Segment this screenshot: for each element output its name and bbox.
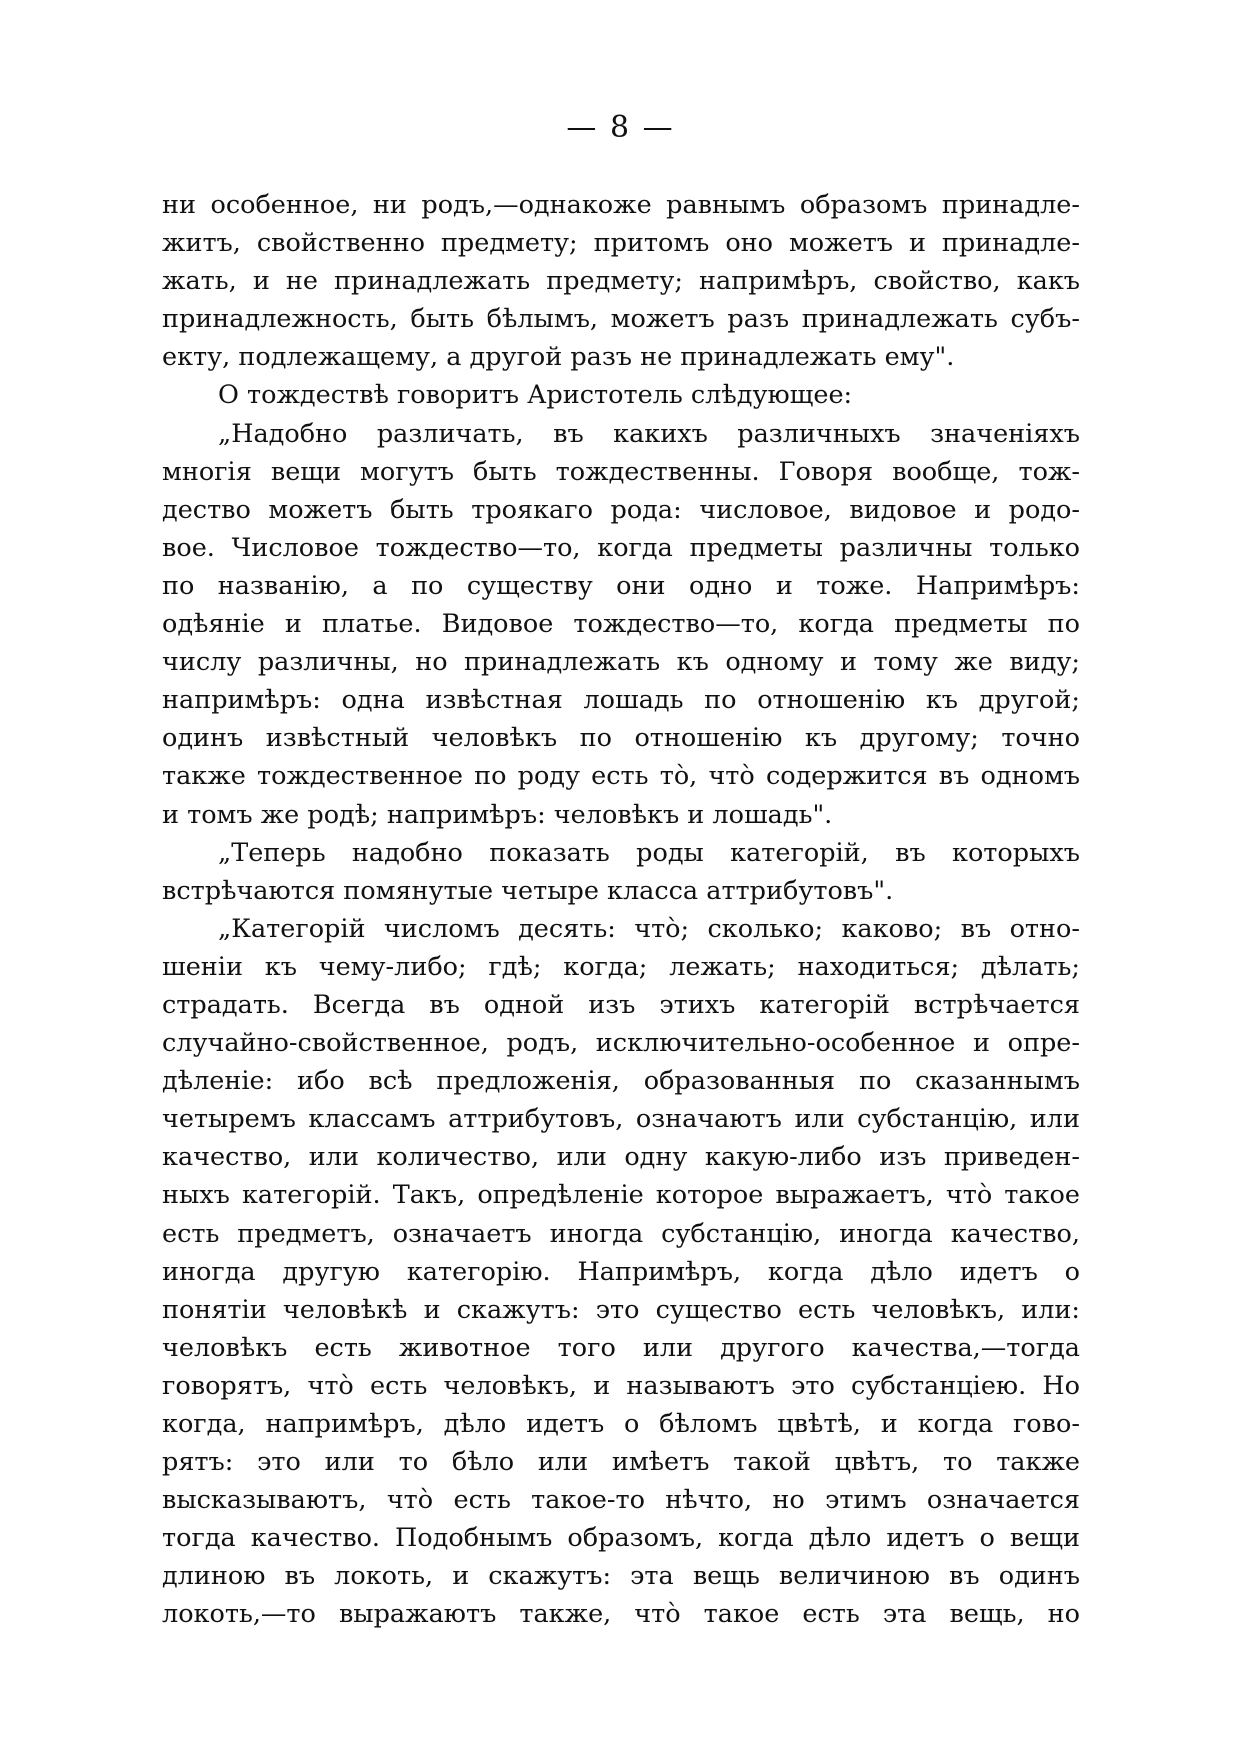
text-line: „Категорій числомъ десять: чтò; сколько; каково; въ отно- — [218, 913, 1080, 944]
text-line: О тождествѣ говоритъ Аристотель слѣдующее: — [218, 380, 853, 411]
text-line: житъ, свойственно предмету; притомъ оно можетъ и принадле- — [162, 228, 1080, 259]
text-line: встрѣчаются помянутые четыре класса аттрибутовъ". — [162, 875, 894, 906]
text-line: ныхъ категорій. Такъ, опредѣленіе которое выражаетъ, чтò такое — [162, 1180, 1080, 1211]
text-line: говорятъ, чтò есть человѣкъ, и называютъ это субстанціею. Но — [162, 1370, 1080, 1401]
text-line: рятъ: это или то бѣло или имѣетъ такой цвѣтъ, то также — [162, 1447, 1080, 1478]
text-line: дество можетъ быть трoякаго рода: числовое, видовое и родо- — [162, 494, 1080, 525]
text-line: понятіи человѣкѣ и скажутъ: это существо есть человѣкъ, или: — [162, 1294, 1080, 1325]
text-line: числу различны, но принадлежать къ одному и тому же виду; — [162, 647, 1080, 678]
text-line: высказываютъ, чтò есть такое-то нѣчто, но этимъ означается — [162, 1485, 1080, 1516]
text-line: есть предметъ, означаетъ иногда субстанцію, иногда качество, — [162, 1218, 1080, 1249]
text-line: „Надобно различать, въ какихъ различныхъ значеніяхъ — [218, 418, 1080, 449]
page-number: — 8 — — [566, 110, 675, 145]
text-line: страдать. Всегда въ одной изъ этихъ категорій встрѣчается — [162, 989, 1080, 1020]
text-line: иногда другую категорію. Напримѣръ, когда дѣло идетъ о — [162, 1256, 1080, 1287]
text-line: одѣяніе и платье. Видовое тождество—то, когда предметы по — [162, 609, 1080, 640]
text-line: вое. Числовое тождество—то, когда предметы различны только — [162, 532, 1080, 563]
text-line: жать, и не принадлежать предмету; напримѣръ, свойство, какъ — [162, 266, 1080, 297]
text-line: дѣленіе: ибо всѣ предложенія, образованныя по сказаннымъ — [162, 1066, 1080, 1097]
text-line: когда, напримѣръ, дѣло идетъ о бѣломъ цвѣтѣ, и когда гово- — [162, 1409, 1080, 1439]
body-text — [162, 186, 1080, 1634]
text-line: ни особенное, ни родъ,—однакоже равнымъ образомъ принадле- — [162, 190, 1080, 220]
text-line: „Теперь надобно показать роды категорій, въ которыхъ — [218, 837, 1080, 868]
text-line: четыремъ классамъ аттрибутовъ, означаютъ или субстанцію, или — [162, 1104, 1080, 1135]
text-line: принадлежность, быть бѣлымъ, можетъ разъ принадлежать субъ- — [162, 304, 1080, 335]
text-line: по названію, а по существу они одно и тоже. Напримѣръ: — [162, 570, 1080, 601]
text-line: длиною въ локоть, и скажутъ: эта вещь величиною въ одинъ — [162, 1561, 1080, 1592]
text-line: тогда качество. Подобнымъ образомъ, когда дѣло идетъ о вещи — [162, 1523, 1080, 1554]
text-line: человѣкъ есть животное того или другого качества,—тогда — [162, 1332, 1080, 1363]
text-line: локоть,—то выражаютъ также, чтò такое есть эта вещь, но — [162, 1599, 1080, 1630]
text-line: многія вещи могутъ быть тождественны. Говоря вообще, тож- — [162, 456, 1080, 487]
text-line: шеніи къ чему-либо; гдѣ; когда; лежать; находиться; дѣлать; — [162, 951, 1080, 982]
text-line: качество, или количество, или одну какую-либо изъ приведен- — [162, 1142, 1080, 1173]
text-line: случайно-свойственное, родъ, исключительно-особенное и опре- — [162, 1028, 1080, 1059]
text-line: и томъ же родѣ; напримѣръ: человѣкъ и лошадь". — [162, 799, 833, 830]
text-line: также тождественное по роду есть тò, чтò содержится въ одномъ — [162, 761, 1080, 792]
text-line: екту, подлежащему, а другой разъ не принадлежать ему". — [162, 342, 955, 373]
text-line: напримѣръ: одна извѣстная лошадь по отношенію къ другой; — [162, 685, 1080, 716]
text-line: одинъ извѣстный человѣкъ по отношенію къ другому; точно — [162, 723, 1080, 754]
